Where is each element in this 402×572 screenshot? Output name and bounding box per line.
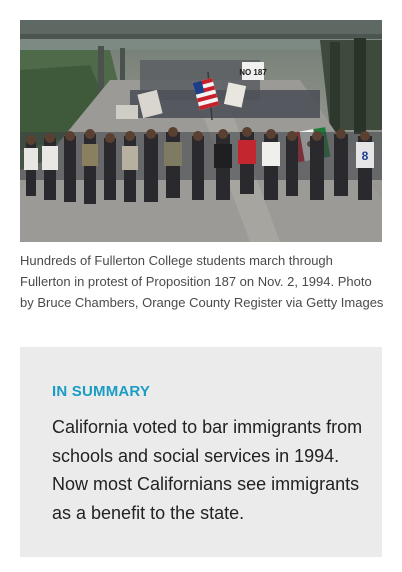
overpass — [20, 20, 382, 36]
sign-text: NO 187 — [239, 68, 267, 77]
photo-caption: Hundreds of Fullerton College students march through Fullerton in protest of Proposition 187 on Nov. 2, 1994. Photo by Bruce Chambers, Orange County Register via Getty Images — [20, 253, 384, 310]
summary-box — [20, 347, 382, 557]
protest-photo — [20, 20, 382, 242]
photo-illustration — [20, 20, 382, 242]
jersey-number: 8 — [361, 149, 369, 163]
summary-heading: IN SUMMARY — [52, 383, 151, 400]
summary-body: California voted to bar immigrants from schools and social services in 1994. Now most Californians see immigrants as a benefit to the state. — [52, 417, 363, 523]
